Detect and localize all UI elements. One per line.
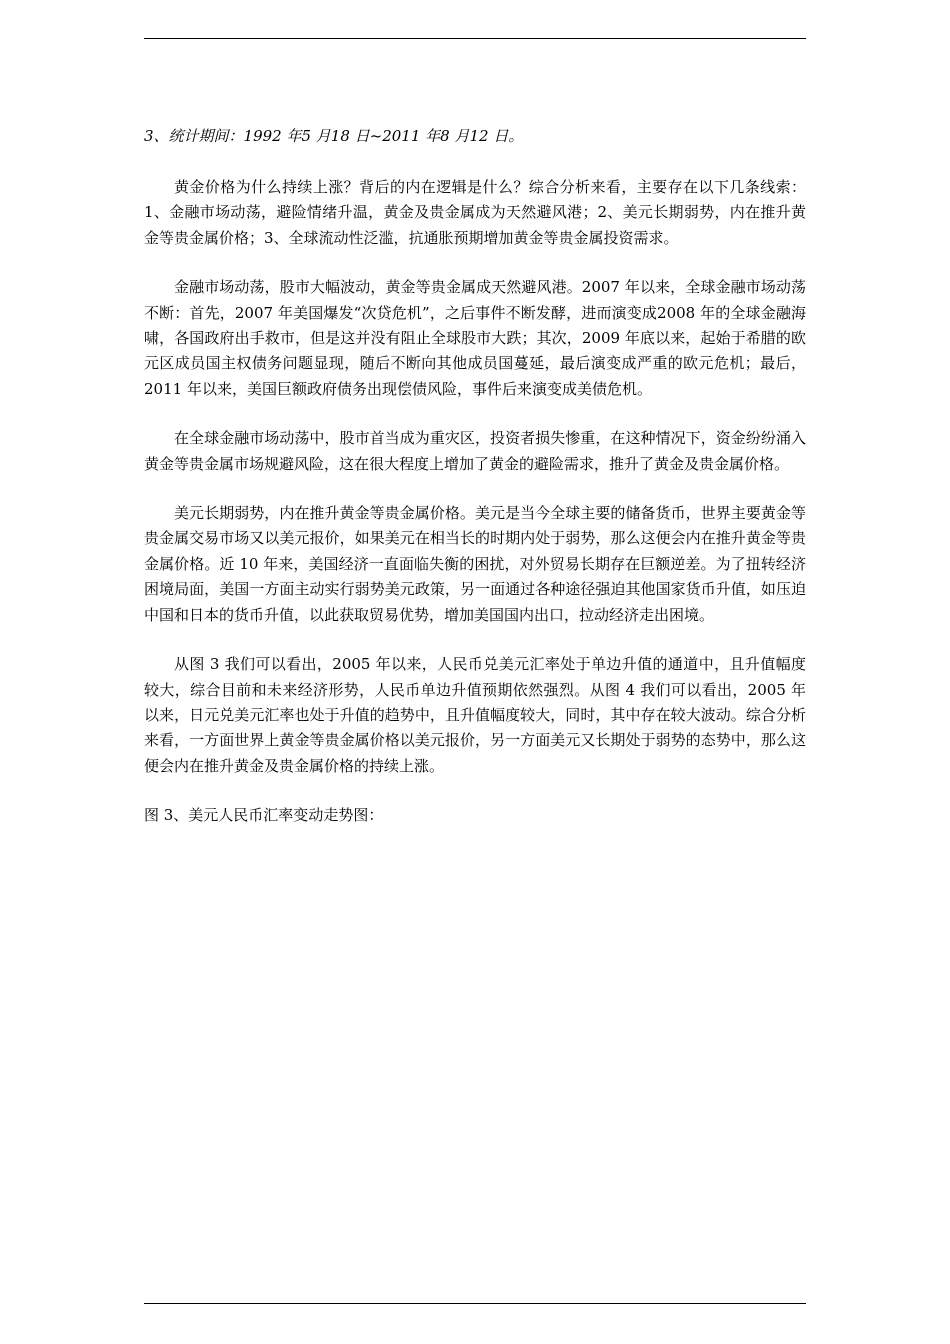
footer-rule — [144, 1303, 806, 1304]
figure-caption: 图 3、美元人民币汇率变动走势图： — [144, 806, 384, 825]
page-content — [144, 124, 806, 828]
statistics-period-note: 3、统计期间：1992 年5 月18 日~2011 年8 月12 日。 — [144, 127, 524, 145]
paragraph-gold-price-logic: 黄金价格为什么持续上涨？背后的内在逻辑是什么？综合分析来看，主要存在以下几条线索：1、金融市场动荡，避险情绪升温，黄金及贵金属成为天然避风港；2、美元长期弱势，内在推升黄金等贵金属价格；3、全球流动性泛滥，抗通胀预期增加黄金等贵金属投资需求。 — [144, 178, 806, 247]
paragraph-exchange-rates: 从图 3 我们可以看出，2005 年以来，人民币兑美元汇率处于单边升值的通道中，且升值幅度较大，综合目前和未来经济形势，人民币单边升值预期依然强烈。从图 4 我们可以看出，2005 年以来，日元兑美元汇率也处于升值的趋势中，且升值幅度较大，同时，其中存在较大波动。综合分析来看，一方面世界上黄金等贵金属价格以美元报价，另一方面美元又长期处于弱势的态势中，那么这便会内在推升黄金及贵金属价格的持续上涨。 — [144, 655, 806, 775]
header-rule — [144, 38, 806, 39]
paragraph-financial-turmoil: 金融市场动荡，股市大幅波动，黄金等贵金属成天然避风港。2007 年以来，全球金融市场动荡不断：首先，2007 年美国爆发“次贷危机”，之后事件不断发酵，进而演变成2008 年的全球金融海啸，各国政府出手救市，但是这并没有阻止全球股市大跌；其次，2009 年底以来，起始于希腊的欧元区成员国主权债务问题显现，随后不断向其他成员国蔓延，最后演变成严重的欧元危机；最后，2011 年以来，美国巨额政府债务出现偿债风险，事件后来演变成美债危机。 — [144, 278, 806, 398]
paragraph-safe-haven-demand: 在全球金融市场动荡中，股市首当成为重灾区，投资者损失惨重，在这种情况下，资金纷纷涌入黄金等贵金属市场规避风险，这在很大程度上增加了黄金的避险需求，推升了黄金及贵金属价格。 — [144, 429, 806, 473]
paragraph-weak-dollar: 美元长期弱势，内在推升黄金等贵金属价格。美元是当今全球主要的储备货币，世界主要黄金等贵金属交易市场又以美元报价，如果美元在相当长的时期内处于弱势，那么这便会内在推升黄金等贵金属价格。近 10 年来，美国经济一直面临失衡的困扰，对外贸易长期存在巨额逆差。为了扭转经济困境局面，美国一方面主动实行弱势美元政策，另一面通过各种途径强迫其他国家货币升值，如压迫中国和日本的货币升值，以此获取贸易优势，增加美国国内出口，拉动经济走出困境。 — [144, 504, 806, 624]
